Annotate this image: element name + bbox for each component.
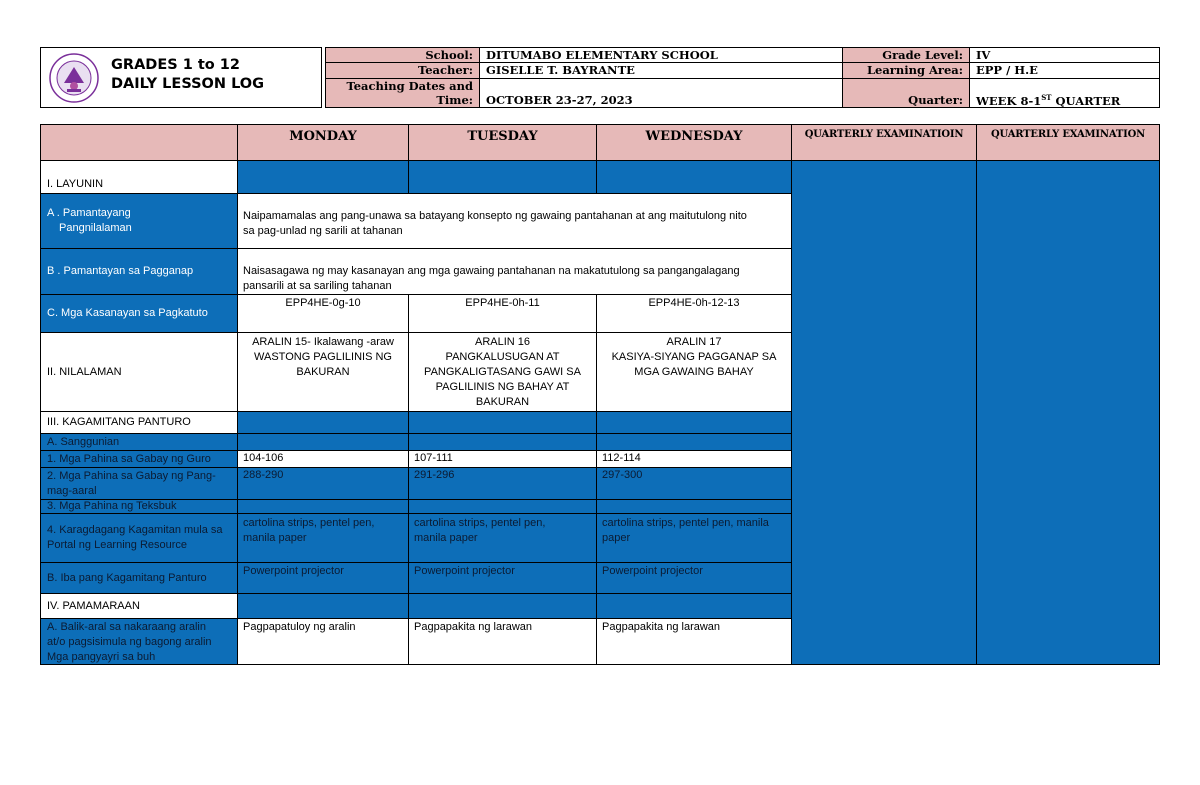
col-wednesday: WEDNESDAY [596, 124, 792, 161]
header-title-box [40, 47, 322, 108]
kasanayan-wednesday: EPP4HE-0h-12-13 [596, 294, 792, 333]
row-gabay-guro-label: 1. Mga Pahina sa Gabay ng Guro [40, 450, 238, 468]
col-quarterly-exam-2: QUARTERLY EXAMINATION [976, 124, 1160, 161]
pamantayang-text-1: Naipamamalas ang pang-unawa sa batayang konsepto ng gawaing pantahanan at ang maitutulong nito [243, 210, 747, 222]
layunin-monday [237, 160, 409, 194]
karagdagang-monday [237, 513, 409, 563]
balik-aral-line2: at/o pagsisimula ng bagong aralin [47, 636, 212, 648]
gabay-guro-wednesday: 112-114 [596, 450, 792, 468]
pamantayang-line2: Pangnilalaman [59, 222, 132, 234]
iba-pang-wednesday: Powerpoint projector [596, 562, 792, 594]
teacher-value: GISELLE T. BAYRANTE [479, 62, 843, 79]
iba-pang-monday: Powerpoint projector [237, 562, 409, 594]
row-kagamitan-label: III. KAGAMITANG PANTURO [40, 411, 238, 434]
layunin-wednesday [596, 160, 792, 194]
teaching-dates-label-line2: Time: [436, 93, 473, 107]
row-teksbuk-label: 3. Mga Pahina ng Teksbuk [40, 499, 238, 514]
nilalaman-wednesday-2: KASIYA-SIYANG PAGGANAP SA [611, 351, 777, 363]
teaching-dates-label [325, 78, 480, 108]
nilalaman-tuesday-4: PAGLILINIS NG BAHAY AT [435, 381, 570, 393]
col-monday: MONDAY [237, 124, 409, 161]
nilalaman-tuesday-1: ARALIN 16 [474, 336, 531, 348]
karagdagang-tuesday-1: cartolina strips, pentel pen, [414, 517, 546, 529]
karagdagang-line1: 4. Karagdagang Kagamitan mula sa [47, 524, 223, 536]
quarter-label: Quarter: [842, 78, 970, 108]
nilalaman-monday-3: BAKURAN [296, 366, 350, 378]
kasanayan-monday: EPP4HE-0g-10 [237, 294, 409, 333]
layunin-tuesday [408, 160, 597, 194]
nilalaman-tuesday-3: PANGKALIGTASANG GAWI SA [424, 366, 581, 378]
karagdagang-wednesday [596, 513, 792, 563]
teksbuk-tuesday [408, 499, 597, 514]
sanggunian-monday [237, 433, 409, 451]
row-pamantayang-label [40, 193, 238, 249]
row-karagdagang-label [40, 513, 238, 563]
learning-area-label: Learning Area: [842, 62, 970, 79]
sanggunian-wednesday [596, 433, 792, 451]
quarterly-exam-2-body [976, 160, 1160, 665]
row-kasanayan-label: C. Mga Kasanayan sa Pagkatuto [40, 294, 238, 333]
gabay-mag-wednesday: 297-300 [596, 467, 792, 500]
nilalaman-tuesday-2: PANGKALUSUGAN AT [445, 351, 560, 363]
school-label: School: [325, 47, 480, 63]
iba-pang-tuesday: Powerpoint projector [408, 562, 597, 594]
karagdagang-tuesday [408, 513, 597, 563]
balik-aral-tuesday: Pagpapakita ng larawan [408, 618, 597, 665]
pamantayang-text-2: sa pag-unlad ng sarili at tahanan [243, 225, 403, 237]
nilalaman-tuesday-5: BAKURAN [475, 396, 530, 408]
quarterly-exam-1-body [791, 160, 977, 665]
deped-seal-icon [49, 53, 99, 103]
pagganap-content [237, 248, 792, 295]
gabay-mag-tuesday: 291-296 [408, 467, 597, 500]
karagdagang-wednesday-1: cartolina strips, pentel pen, manila [602, 517, 769, 529]
nilalaman-tuesday [408, 332, 597, 412]
pamantayang-content [237, 193, 792, 249]
balik-aral-wednesday: Pagpapakita ng larawan [596, 618, 792, 665]
teaching-dates-value: OCTOBER 23-27, 2023 [479, 78, 843, 108]
pamamaraan-wednesday [596, 593, 792, 619]
kasanayan-tuesday: EPP4HE-0h-11 [408, 294, 597, 333]
nilalaman-monday [237, 332, 409, 412]
row-iba-pang-label: B. Iba pang Kagamitang Panturo [40, 562, 238, 594]
karagdagang-tuesday-2: manila paper [414, 532, 478, 544]
pamamaraan-tuesday [408, 593, 597, 619]
karagdagang-wednesday-2: paper [602, 532, 631, 544]
quarter-week: WEEK 8-1 [976, 93, 1042, 108]
gabay-mag-line2: mag-aaral [47, 485, 97, 497]
pamamaraan-monday [237, 593, 409, 619]
sanggunian-tuesday [408, 433, 597, 451]
gabay-mag-line1: 2. Mga Pahina sa Gabay ng Pang- [47, 470, 216, 482]
pagganap-text-2: pansarili at sa sariling tahanan [243, 280, 392, 292]
kagamitan-monday [237, 411, 409, 434]
row-gabay-mag-label [40, 467, 238, 500]
quarter-suffix: QUARTER [1051, 93, 1121, 108]
teaching-dates-label-line1: Teaching Dates and [346, 79, 473, 93]
gabay-mag-monday: 288-290 [237, 467, 409, 500]
col-tuesday: TUESDAY [408, 124, 597, 161]
quarter-value [969, 78, 1160, 108]
title-line-2: DAILY LESSON LOG [111, 76, 265, 92]
karagdagang-line2: Portal ng Learning Resource [47, 539, 188, 551]
balik-aral-line3: Mga pangyayri sa buh [47, 651, 156, 663]
nilalaman-wednesday-1: ARALIN 17 [666, 336, 722, 348]
corner-cell [40, 124, 238, 161]
karagdagang-monday-1: cartolina strips, pentel pen, [243, 517, 375, 529]
pamantayang-line1: A . Pamantayang [47, 207, 131, 219]
grade-level-value: IV [969, 47, 1160, 63]
gabay-guro-tuesday: 107-111 [408, 450, 597, 468]
school-value: DITUMABO ELEMENTARY SCHOOL [479, 47, 843, 63]
nilalaman-monday-2: WASTONG PAGLILINIS NG [254, 351, 392, 363]
row-nilalaman-label: II. NILALAMAN [40, 332, 238, 412]
page-title [111, 56, 264, 94]
pagganap-text-1: Naisasagawa ng may kasanayan ang mga gawaing pantahanan na makatutulong sa pangangalagang [243, 265, 740, 277]
nilalaman-wednesday [596, 332, 792, 412]
row-sanggunian-label: A. Sanggunian [40, 433, 238, 451]
nilalaman-monday-1: ARALIN 15- Ikalawang -araw [252, 336, 394, 348]
row-balik-aral-label [40, 618, 238, 665]
balik-aral-line1: A. Balik-aral sa nakaraang aralin [47, 621, 206, 633]
grade-level-label: Grade Level: [842, 47, 970, 63]
kagamitan-wednesday [596, 411, 792, 434]
teksbuk-wednesday [596, 499, 792, 514]
gabay-guro-monday: 104-106 [237, 450, 409, 468]
row-pamamaraan-label: IV. PAMAMARAAN [40, 593, 238, 619]
title-line-1: GRADES 1 to 12 [111, 57, 240, 73]
row-layunin-label: I. LAYUNIN [40, 160, 238, 194]
karagdagang-monday-2: manila paper [243, 532, 307, 544]
quarter-sup: ST [1041, 93, 1052, 102]
kagamitan-tuesday [408, 411, 597, 434]
row-pagganap-label: B . Pamantayan sa Pagganap [40, 248, 238, 295]
balik-aral-monday: Pagpapatuloy ng aralin [237, 618, 409, 665]
col-quarterly-exam-1: QUARTERLY EXAMINATIOIN [791, 124, 977, 161]
teksbuk-monday [237, 499, 409, 514]
teacher-label: Teacher: [325, 62, 480, 79]
nilalaman-wednesday-3: MGA GAWAING BAHAY [634, 366, 754, 378]
learning-area-value: EPP / H.E [969, 62, 1160, 79]
